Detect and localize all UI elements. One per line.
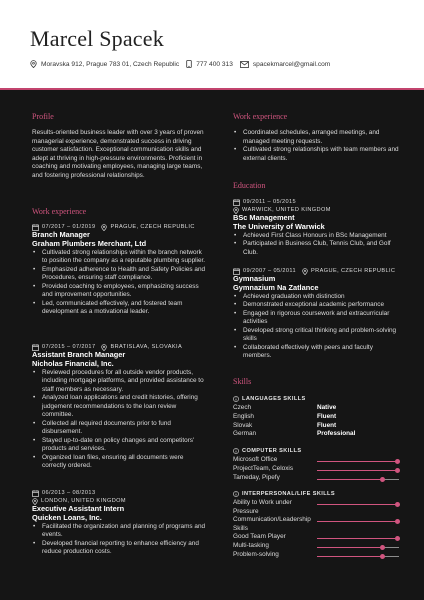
- education-degree: Gymnasium: [233, 274, 276, 283]
- job-location: LONDON, UNITED KINGDOM: [41, 498, 126, 504]
- skill-name: ProjectTeam, Celoxis: [233, 465, 294, 472]
- education-dates: 09/2007 – 05/2011: [243, 268, 297, 274]
- skill-track: [317, 470, 399, 471]
- skill-name: Problem-solving: [233, 551, 279, 558]
- skill-name: Communication/Leadership Skills: [233, 516, 311, 532]
- skill-fill: [317, 479, 383, 480]
- info-icon: [233, 491, 239, 497]
- list-item: • Stayed up-to-date on policy changes and competitors' products and services.: [32, 437, 206, 454]
- skill-fill: [317, 547, 383, 548]
- list-item: • Emphasized adherence to Health and Safety Policies and Procedures, ensuring staff compliance.: [32, 266, 206, 283]
- skill-track: [317, 504, 399, 505]
- phone-icon: [186, 60, 192, 68]
- skill-track: [317, 521, 399, 522]
- interpersonal-skills-heading-text: INTERPERSONAL/LIFE SKILLS: [242, 491, 335, 497]
- job-title: Executive Assistant Intern: [32, 504, 125, 513]
- email-text[interactable]: spacekmarcel@gmail.com: [252, 60, 331, 68]
- job-title: Branch Manager: [32, 230, 90, 239]
- language-name: German: [233, 430, 257, 438]
- job-bullets: [32, 523, 206, 557]
- skill-name: Microsoft Office: [233, 456, 278, 463]
- contact-info: [30, 59, 337, 69]
- job-entry: [32, 343, 206, 471]
- job-company: Quicken Loans, Inc.: [32, 512, 102, 522]
- interpersonal-skills-heading: [233, 490, 335, 498]
- job-location: BRATISLAVA, SLOVAKIA: [110, 344, 183, 350]
- language-level: Native: [317, 404, 337, 411]
- language-name: Czech: [233, 404, 252, 411]
- location-icon: [101, 224, 107, 231]
- list-item: • Demonstrated exceptional academic performance: [233, 301, 403, 310]
- skill-fill: [317, 470, 397, 471]
- info-icon: [233, 448, 239, 454]
- list-item: • Cultivated strong relationships within the branch network to position the company as a reputable plumbing supplier.: [32, 249, 206, 266]
- languages-heading: [233, 395, 306, 403]
- list-item: • Organized loan files, ensuring all documents were correctly ordered.: [32, 454, 206, 471]
- skill-fill: [317, 504, 397, 505]
- resume-header: [0, 0, 424, 88]
- job-dates: 07/2015 – 07/2017: [42, 344, 96, 350]
- job-meta: [32, 489, 206, 497]
- list-item: • Achieved graduation with distinction: [233, 293, 403, 302]
- education-degree: BSc Management: [233, 213, 295, 222]
- skill-fill: [317, 461, 397, 462]
- address-item: [30, 60, 179, 68]
- phone-item: [186, 60, 233, 68]
- email-item: [240, 61, 330, 68]
- skill-fill: [317, 538, 397, 539]
- calendar-icon: [32, 490, 39, 497]
- profile-heading: Profile: [32, 112, 54, 121]
- list-item: • Facilitated the organization and planning of programs and events.: [32, 523, 206, 540]
- skill-knob: [380, 545, 385, 550]
- education-heading: Education: [233, 181, 266, 190]
- skill-name: Ability to Work under Pressure: [233, 499, 292, 515]
- job-bullets: [32, 369, 206, 471]
- skill-name: Multi-tasking: [233, 542, 269, 549]
- address-text: Moravska 912, Prague 783 01, Czech Republic: [41, 60, 180, 68]
- skill-knob: [380, 477, 385, 482]
- language-level: Fluent: [317, 421, 337, 429]
- skill-knob: [395, 468, 400, 473]
- job-company: Nicholas Financial, Inc.: [32, 358, 114, 368]
- skill-track: [317, 461, 399, 462]
- language-row: [233, 430, 403, 439]
- list-item: • Achieved First Class Honours in BSc Management: [233, 232, 403, 241]
- job-bullets: [32, 249, 206, 317]
- skill-knob: [395, 502, 400, 507]
- location-icon: [30, 60, 37, 68]
- job-dates: 07/2017 – 01/2019: [42, 224, 96, 230]
- job-title: Assistant Branch Manager: [32, 350, 126, 359]
- list-item: • Coordinated schedules, arranged meetings, and managed meeting requests.: [233, 129, 403, 146]
- skill-knob: [395, 459, 400, 464]
- list-item: • Cultivated strong relationships with team members and external clients.: [233, 146, 403, 163]
- info-icon: [233, 396, 239, 402]
- languages-heading-text: LANGUAGES SKILLS: [242, 396, 306, 402]
- skill-track: [317, 556, 399, 557]
- skill-track: [317, 479, 399, 480]
- language-name: English: [233, 412, 254, 420]
- skill-name: Good Team Player: [233, 533, 286, 540]
- computer-skills-heading-text: COMPUTER SKILLS: [242, 448, 302, 454]
- computer-skills-heading: [233, 447, 301, 455]
- education-dates-row: [233, 198, 403, 206]
- language-row: [233, 404, 403, 413]
- education-location: PRAGUE, CZECH REPUBLIC: [311, 268, 396, 274]
- skills-heading: Skills: [233, 377, 252, 386]
- list-item: • Engaged in rigorous coursework and extracurricular activities: [233, 310, 403, 327]
- skill-fill: [317, 521, 397, 522]
- job-company: Graham Plumbers Merchant, Ltd: [32, 238, 147, 248]
- email-icon: [240, 61, 249, 68]
- education-entry: [233, 267, 403, 361]
- education-location: WARWICK, UNITED KINGDOM: [242, 207, 331, 213]
- list-item: • Led, communicated effectively, and fostered team development as a motivational leader.: [32, 300, 206, 317]
- profile-text: Results-oriented business leader with over 3 years of proven managerial experience, demonstrated success in driving customer satisfaction. Exceptional communication skills and adept at thriving in high-pressure environments. Proficient in coaching and motivating employees, managing large teams, and fostering professional relationships.: [32, 129, 204, 179]
- list-item: • Collected all required documents prior to fund disbursement.: [32, 420, 206, 437]
- language-row: [233, 413, 403, 422]
- list-item: • Reviewed procedures for all outside vendor products, including mortgage platforms, and provided assistance to staff members as necessary.: [32, 369, 206, 395]
- work-heading: Work experience: [32, 207, 87, 216]
- language-row: [233, 422, 403, 431]
- education-bullets: [233, 293, 403, 361]
- skill-name: Tameday, Pipefy: [233, 474, 280, 481]
- education-entry: [233, 198, 403, 257]
- list-item: • Participated in Business Club, Tennis Club, and Golf Club.: [233, 240, 403, 257]
- skill-knob: [395, 519, 400, 524]
- list-item: • Developed financial reporting to enhance efficiency and reduce production costs.: [32, 540, 206, 557]
- language-name: Slovak: [233, 421, 253, 429]
- job-entry: [32, 223, 206, 317]
- skill-knob: [395, 536, 400, 541]
- skill-knob: [380, 554, 385, 559]
- education-dates: 09/2011 – 05/2015: [243, 199, 297, 205]
- list-item: • Collaborated effectively with peers and faculty members.: [233, 344, 403, 361]
- language-level: Professional: [317, 430, 356, 438]
- languages-list: [233, 404, 403, 439]
- job-bullets-continued: [233, 129, 403, 163]
- calendar-icon: [233, 199, 240, 206]
- language-level: Fluent: [317, 412, 337, 420]
- resume-body: [0, 90, 424, 600]
- education-school: Gymnazium Na Zatlance: [233, 282, 319, 292]
- education-school: The University of Warwick: [233, 221, 325, 231]
- candidate-name: Marcel Spacek: [30, 26, 164, 51]
- education-bullets: [233, 232, 403, 258]
- skill-track: [317, 538, 399, 539]
- list-item: • Analyzed loan applications and credit histories, offering judgement recommendations to the loan review committee.: [32, 394, 206, 420]
- job-entry: [32, 489, 206, 557]
- location-icon: [302, 268, 308, 275]
- job-dates: 06/2013 – 08/2013: [42, 490, 96, 496]
- skill-track: [317, 547, 399, 548]
- job-location: PRAGUE, CZECH REPUBLIC: [110, 224, 195, 230]
- phone-text[interactable]: 777 400 313: [196, 60, 233, 68]
- work-heading-continued: Work experience: [233, 112, 288, 121]
- skill-fill: [317, 556, 383, 557]
- list-item: • Developed strong critical thinking and problem-solving skills: [233, 327, 403, 344]
- list-item: • Provided coaching to employees, emphasizing success and improvement opportunities.: [32, 283, 206, 300]
